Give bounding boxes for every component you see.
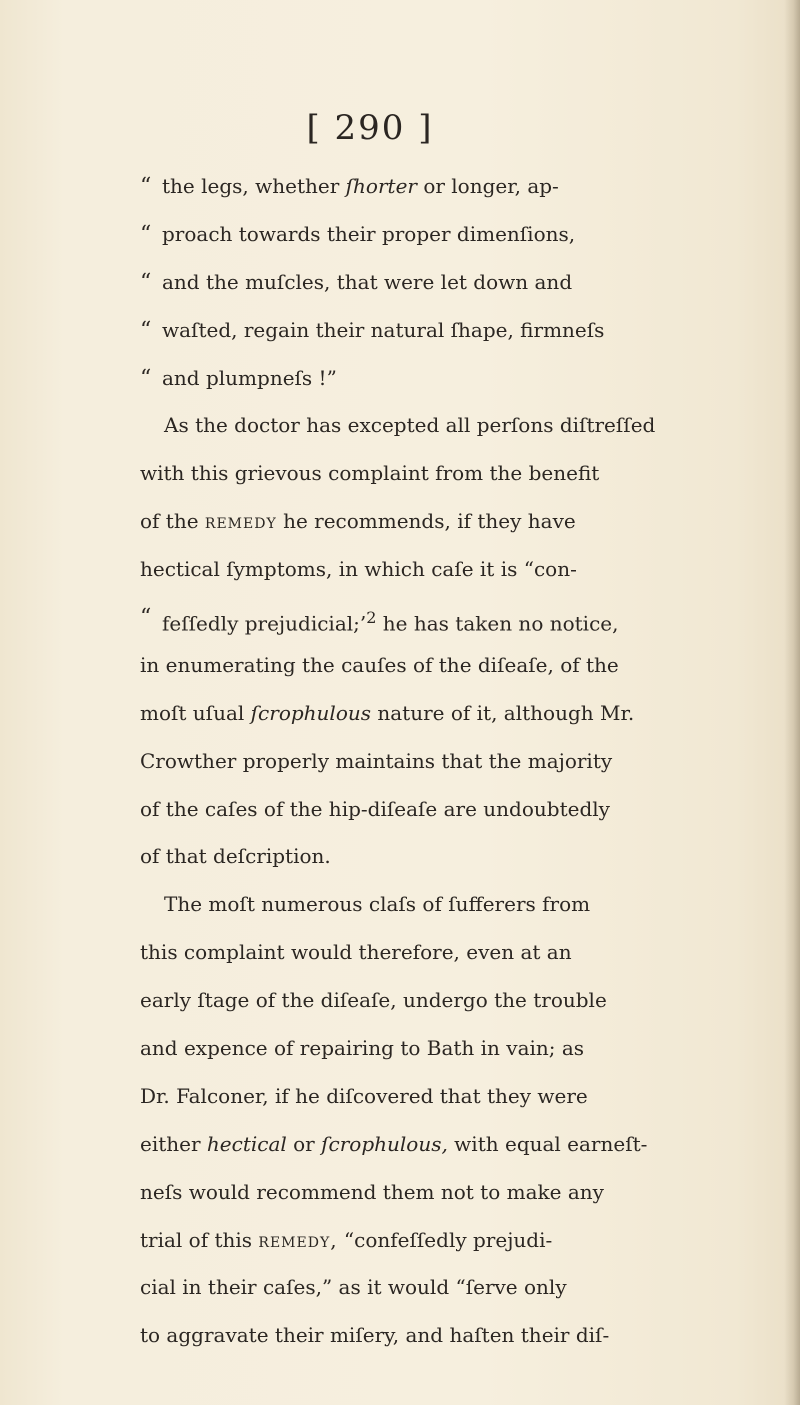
text-line: [140, 786, 795, 834]
quote-mark: “: [140, 605, 152, 631]
text-segment: moſt uſual: [140, 700, 251, 725]
quote-mark: “: [140, 174, 152, 199]
text-segment: or longer, ap-: [416, 174, 559, 198]
text-segment: this complaint would therefore, even at an: [140, 940, 572, 965]
text-segment: the legs, whether: [162, 174, 346, 198]
text-segment: hectical: [206, 1131, 287, 1156]
text-line: [140, 881, 795, 929]
text-line: [140, 594, 795, 642]
text-segment: to aggravate their miſery, and haſten their diſ-: [140, 1323, 610, 1348]
text-segment: he recommends, if they have: [276, 509, 576, 534]
text-line: [140, 259, 795, 307]
text-line: [140, 929, 795, 977]
text-line: [140, 738, 795, 786]
text-line: [140, 1264, 795, 1312]
text-segment: “confeſſedly prejudi-: [337, 1227, 553, 1252]
text-segment: either: [140, 1131, 207, 1156]
text-line: [140, 1025, 795, 1073]
text-segment: in enumerating the cauſes of the diſeaſe, of the: [140, 652, 619, 677]
text-segment: waſted, regain their natural ſhape, firmneſs: [162, 317, 605, 342]
text-segment: remedy: [204, 509, 277, 534]
text-line: [140, 977, 795, 1025]
text-segment: or: [286, 1131, 322, 1156]
text-segment: ſcrophulous: [250, 700, 372, 725]
text-line: [140, 833, 795, 881]
text-line: [140, 1312, 795, 1360]
text-line: [140, 211, 795, 259]
footnote-marker: 2: [366, 608, 377, 628]
text-segment: As the doctor has excepted all perſons diſtreſſed: [164, 413, 656, 438]
text-line: [140, 355, 795, 403]
text-segment: and expence of repairing to Bath in vain; as: [140, 1036, 585, 1061]
text-segment: with this grievous complaint from the benefit: [140, 461, 600, 486]
text-line: [140, 307, 795, 355]
text-segment: The moſt numerous claſs of ſufferers from: [164, 892, 591, 917]
text-segment: he has taken no notice,: [376, 611, 619, 636]
text-line: [140, 690, 795, 738]
text-line: [140, 402, 795, 450]
text-segment: cial in their caſes,” as it would “ſerve only: [140, 1275, 567, 1300]
text-line: [140, 1217, 795, 1265]
text-line: [140, 1073, 795, 1121]
text-segment: and plumpneſs !”: [162, 365, 337, 390]
text-line: [140, 1121, 795, 1169]
text-segment: nature of it, although Mr.: [371, 700, 635, 725]
text-segment: neſs would recommend them not to make any: [140, 1179, 604, 1204]
text-segment: early ſtage of the diſeaſe, undergo the trouble: [140, 988, 607, 1013]
text-segment: with equal earneſt-: [447, 1131, 648, 1156]
body-text: [140, 163, 795, 1360]
text-segment: proach towards their proper dimenſions,: [162, 221, 576, 246]
text-line: [140, 450, 795, 498]
text-line: [140, 546, 795, 594]
quote-mark: “: [140, 317, 152, 343]
text-segment: ſcrophulous,: [321, 1131, 448, 1156]
text-line: [140, 163, 795, 211]
text-segment: feſſedly prejudicial;’: [162, 611, 367, 636]
text-line: [140, 498, 795, 546]
text-segment: of the: [140, 509, 205, 534]
text-segment: of that deſcription.: [140, 844, 331, 869]
text-segment: ſhorter: [345, 174, 417, 198]
text-segment: trial of this: [140, 1227, 259, 1252]
text-line: [140, 1169, 795, 1217]
text-segment: and the muſcles, that were let down and: [162, 269, 573, 294]
quote-mark: “: [140, 269, 152, 295]
quote-mark: “: [140, 221, 152, 247]
text-segment: Crowther properly maintains that the majority: [140, 748, 613, 773]
text-segment: remedy,: [258, 1227, 338, 1252]
text-segment: Dr. Falconer, if he diſcovered that they were: [140, 1083, 588, 1108]
page-number: [ 290 ]: [306, 108, 434, 148]
text-line: [140, 642, 795, 690]
quote-mark: “: [140, 365, 152, 391]
text-segment: hectical ſymptoms, in which caſe it is “con-: [140, 557, 577, 582]
text-segment: of the caſes of the hip-diſeaſe are undoubtedly: [140, 796, 610, 821]
